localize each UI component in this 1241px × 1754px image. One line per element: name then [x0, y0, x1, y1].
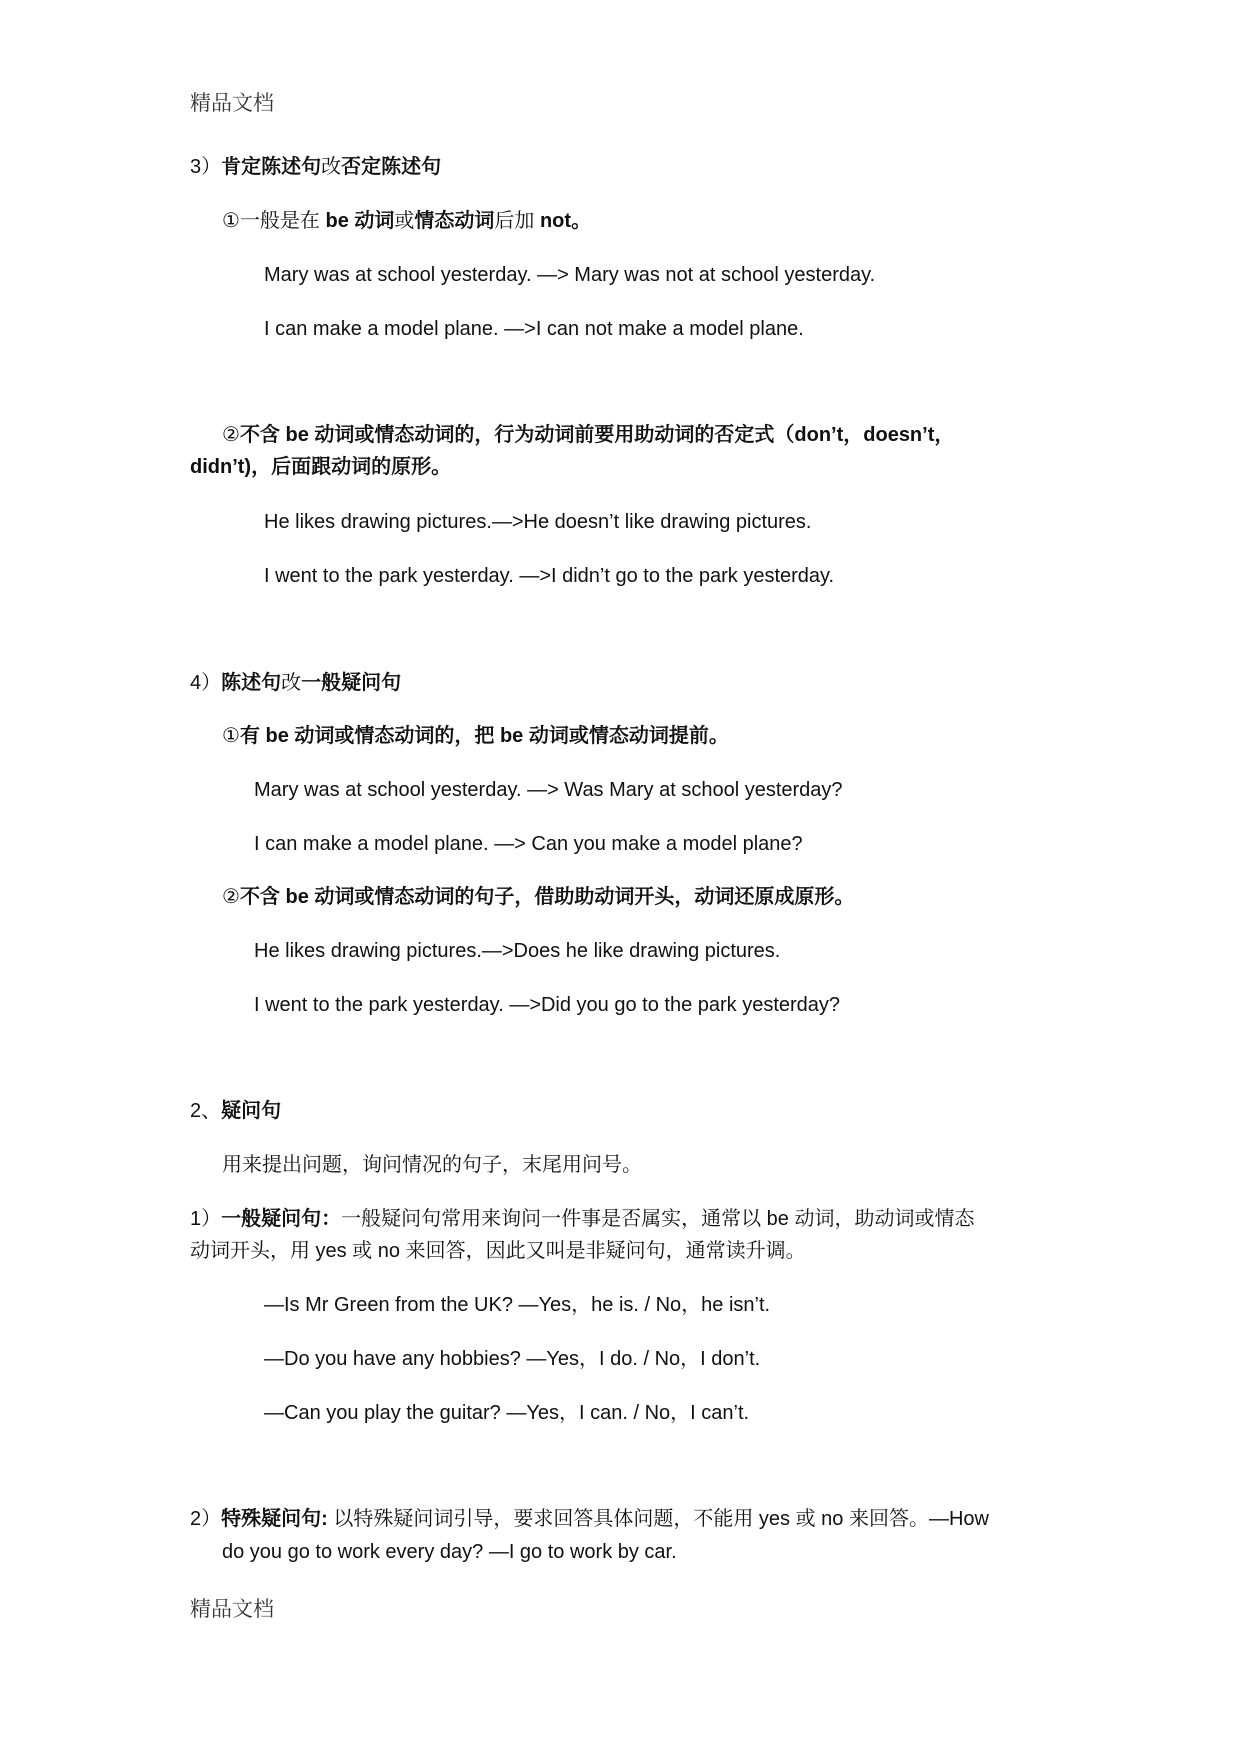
- example-dialogue: —Can you play the guitar? —Yes，I can. / No，I can’t.: [264, 1402, 750, 1424]
- example-sentence: He likes drawing pictures.—>He doesn’t like drawing pictures.: [264, 511, 812, 533]
- example-dialogue: —Do you have any hobbies? —Yes，I do. / No，I don’t.: [264, 1348, 761, 1370]
- example-sentence: I can make a model plane. —>I can not make a model plane.: [264, 318, 804, 340]
- rule-text: 一般是在: [239, 210, 326, 232]
- example-sentence: I went to the park yesterday. —>I didn’t go to the park yesterday.: [264, 565, 835, 587]
- example-sentence: He likes drawing pictures.—>Does he like drawing pictures.: [254, 940, 781, 962]
- section-4-heading: [190, 668, 401, 698]
- example-sentence: I can make a model plane. —> Can you make a model plane?: [254, 833, 803, 855]
- heading-term: 否定陈述句: [341, 156, 442, 178]
- rule-2-continued: [190, 452, 451, 482]
- rule-keyword: not。: [539, 210, 592, 232]
- item-number: 1）: [190, 1208, 222, 1230]
- heading-term: 一般疑问句: [301, 672, 402, 694]
- section-number: 2、: [190, 1100, 222, 1122]
- item-number: 2）: [190, 1508, 222, 1530]
- circled-number: ①: [222, 210, 240, 232]
- rule-text: 不含 be 动词或情态动词的句子，借助助动词开头，动词还原成原形。: [239, 886, 855, 908]
- circled-number: ①: [222, 725, 240, 747]
- rule-text: 不含 be 动词或情态动词的，行为动词前要用助动词的否定式（don’t，doesn’t，: [239, 424, 955, 446]
- rule-text: 有 be 动词或情态动词的，把 be 动词或情态动词提前。: [239, 725, 729, 747]
- heading-term: 疑问句: [221, 1100, 282, 1122]
- rule-text: 后加: [494, 210, 540, 232]
- circled-number: ②: [222, 886, 240, 908]
- section-number: 3）: [190, 156, 222, 178]
- heading-term: 陈述句: [221, 672, 282, 694]
- example-sentence: I went to the park yesterday. —>Did you go to the park yesterday?: [254, 994, 841, 1016]
- circled-number: ②: [222, 424, 240, 446]
- example-sentence: Mary was at school yesterday. —> Was Mary at school yesterday?: [254, 779, 843, 801]
- rule-1: [222, 206, 591, 236]
- rule-2: [222, 420, 954, 450]
- heading-term: 肯定陈述句: [221, 156, 322, 178]
- term: 特殊疑问句: [221, 1508, 322, 1530]
- heading-connector: 改: [321, 156, 342, 178]
- rule-keyword: be 动词: [325, 210, 395, 232]
- yes-no-question-para: [190, 1204, 974, 1234]
- example-dialogue: —Is Mr Green from the UK? —Yes，he is. / No，he isn’t.: [264, 1294, 771, 1316]
- rule-text: 或: [394, 210, 415, 232]
- term-colon: :: [321, 1508, 328, 1530]
- section-number: 4）: [190, 672, 222, 694]
- wh-question-para: [190, 1504, 989, 1534]
- intro-paragraph: 用来提出问题，询问情况的句子，末尾用问号。: [222, 1154, 642, 1176]
- rule-text: didn’t)，后面跟动词的原形。: [190, 456, 452, 478]
- section-2-heading: [190, 1096, 281, 1126]
- section-3-heading: [190, 152, 441, 182]
- heading-connector: 改: [281, 672, 302, 694]
- rule-1: [222, 721, 729, 751]
- yes-no-question-para-continued: 动词开头，用 yes 或 no 来回答，因此又叫是非疑问句，通常读升调。: [190, 1240, 806, 1262]
- definition-text: 一般疑问句常用来询问一件事是否属实，通常以 be 动词，助动词或情态: [341, 1208, 975, 1230]
- wh-question-para-continued: do you go to work every day? —I go to work by car.: [222, 1541, 677, 1563]
- term-colon: ：: [321, 1208, 342, 1230]
- page-header: 精品文档: [190, 91, 274, 115]
- definition-text: 以特殊疑问词引导，要求回答具体问题，不能用 yes 或 no 来回答。—How: [327, 1508, 989, 1530]
- rule-2: [222, 882, 854, 912]
- rule-keyword: 情态动词: [414, 210, 495, 232]
- term: 一般疑问句: [221, 1208, 322, 1230]
- page-footer: 精品文档: [190, 1597, 274, 1621]
- example-sentence: Mary was at school yesterday. —> Mary was not at school yesterday.: [264, 264, 876, 286]
